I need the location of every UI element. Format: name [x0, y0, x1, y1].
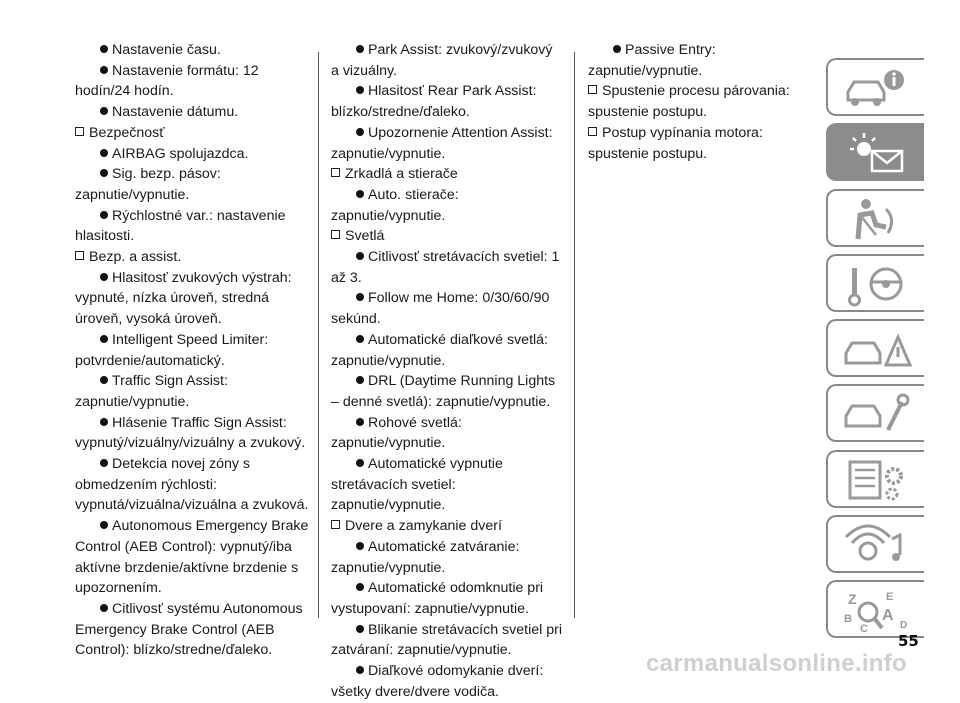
list-item-text: Citlivosť systému Autonomous Emergency Brake Control (AEB Control): blízko/stredne/ďaleko. [75, 600, 303, 659]
list-item-text: Nastavenie dátumu. [112, 104, 239, 121]
list-item-text: Blikanie stretávacích svetiel pri zatváraní: zapnutie/vypnutie. [331, 621, 562, 659]
list-item-text: Park Assist: zvukový/zvukový a vizuálny. [331, 42, 553, 79]
list-item [331, 288, 562, 329]
column-2 [331, 40, 562, 703]
round-bullet-icon [356, 190, 364, 198]
section-title: Bezpečnosť [89, 124, 165, 141]
section-title: Svetlá [345, 228, 385, 245]
menu-section [75, 247, 310, 661]
section-title: Spustenie procesu párovania: spustenie postupu. [588, 83, 790, 121]
svg-text:A: A [882, 607, 894, 625]
menu-section [331, 516, 562, 702]
column-divider-left [318, 52, 319, 618]
tab-warning-lights[interactable] [826, 123, 924, 181]
list-item-text: Hlasitosť zvukových výstrah: vypnuté, nízka úroveň, stredná úroveň, vysoká úroveň. [75, 269, 292, 328]
round-bullet-icon [356, 128, 364, 136]
list-item [331, 330, 562, 371]
list-item-text: Autonomous Emergency Brake Control (AEB Control): vypnutý/iba aktívne brzdenie/aktívne brzdenie s upozornením. [75, 518, 309, 597]
list-item [75, 61, 310, 102]
round-bullet-icon [356, 86, 364, 94]
round-bullet-icon [356, 418, 364, 426]
tab-emergency[interactable] [826, 319, 924, 377]
section-heading [331, 516, 562, 537]
list-item-text: Hlásenie Traffic Sign Assist: vypnutý/vizuálny/vizuálny a zvukový. [75, 414, 306, 452]
side-tabs [826, 58, 926, 646]
list-item [331, 661, 562, 702]
round-bullet-icon [100, 418, 108, 426]
list-item [331, 454, 562, 516]
round-bullet-icon [100, 273, 108, 281]
key-steering-wheel-icon [842, 260, 912, 310]
list-item-text: Rohové svetlá: zapnutie/vypnutie. [331, 414, 462, 452]
car-info-icon [842, 64, 912, 114]
list-item [75, 413, 310, 454]
list-item-text: DRL (Daytime Running Lights – denné svetlá): zapnutie/vypnutie. [331, 373, 556, 410]
round-bullet-icon [356, 335, 364, 343]
round-bullet-icon [356, 252, 364, 260]
list-item-text: Nastavenie času. [112, 42, 221, 58]
section-title: Postup vypínania motora: spustenie postupu. [588, 124, 763, 162]
round-bullet-icon [100, 66, 108, 74]
list-item [75, 164, 310, 205]
round-bullet-icon [100, 604, 108, 612]
round-bullet-icon [356, 45, 364, 53]
menu-section [588, 81, 816, 122]
section-title: Zrkadlá a stierače [345, 166, 458, 183]
square-bullet-icon [588, 85, 597, 94]
section-title: Bezp. a assist. [89, 249, 182, 266]
list-item [75, 102, 310, 123]
specs-gears-icon [842, 456, 912, 506]
list-item-text: Nastavenie formátu: 12 hodín/24 hodín. [75, 62, 259, 100]
svg-text:E: E [886, 591, 894, 604]
section-heading [588, 123, 816, 164]
list-item [75, 454, 310, 516]
square-bullet-icon [331, 230, 340, 239]
list-item-text: Automatické vypnutie stretávacích svetiel: zapnutie/vypnutie. [331, 456, 503, 514]
list-item-text: Follow me Home: 0/30/60/90 sekúnd. [331, 290, 550, 328]
round-bullet-icon [100, 459, 108, 467]
list-item-text: Sig. bezp. pásov: zapnutie/vypnutie. [75, 166, 221, 203]
menu-section [588, 123, 816, 164]
square-bullet-icon [75, 127, 84, 136]
list-item [331, 371, 562, 412]
list-item-text: Automatické odomknutie pri vystupovaní: zapnutie/vypnutie. [331, 580, 544, 617]
column-3 [588, 40, 816, 164]
seatbelt-airbag-icon [842, 195, 912, 245]
round-bullet-icon [356, 376, 364, 384]
tab-starting[interactable] [826, 254, 924, 312]
tab-maintenance[interactable] [826, 384, 924, 442]
square-bullet-icon [588, 127, 597, 136]
list-item [75, 268, 310, 330]
list-item-text: Auto. stierače: zapnutie/vypnutie. [331, 186, 459, 224]
round-bullet-icon [100, 335, 108, 343]
menu-section [75, 40, 310, 123]
list-item-text: Automatické zatváranie: zapnutie/vypnutie. [331, 538, 520, 576]
list-item-text: Automatické diaľkové svetlá: zapnutie/vypnutie. [331, 331, 548, 369]
tab-car-info[interactable] [826, 58, 924, 116]
list-item [75, 599, 310, 661]
square-bullet-icon [75, 251, 84, 260]
list-item [331, 247, 562, 288]
square-bullet-icon [331, 520, 340, 529]
round-bullet-icon [100, 211, 108, 219]
round-bullet-icon [100, 45, 108, 53]
menu-section [331, 226, 562, 516]
menu-section [588, 40, 816, 81]
list-item [75, 330, 310, 371]
round-bullet-icon [100, 107, 108, 115]
column-divider-right [574, 52, 575, 618]
round-bullet-icon [100, 521, 108, 529]
round-bullet-icon [356, 542, 364, 550]
round-bullet-icon [356, 625, 364, 633]
square-bullet-icon [331, 168, 340, 177]
tab-safety[interactable] [826, 189, 924, 247]
section-heading [588, 81, 816, 122]
round-bullet-icon [356, 293, 364, 301]
list-item [331, 620, 562, 661]
list-item [331, 578, 562, 619]
list-item [588, 40, 816, 81]
list-item [331, 81, 562, 122]
round-bullet-icon [613, 45, 621, 53]
list-item-text: Rýchlostné var.: nastavenie hlasitosti. [75, 207, 286, 245]
multimedia-icon [842, 521, 912, 571]
car-crash-warning-icon [842, 325, 912, 375]
section-heading [331, 164, 562, 185]
list-item-text: Diaľkové odomykanie dverí: všetky dvere/dvere vodiča. [331, 663, 544, 700]
column-1 [75, 40, 310, 661]
list-item [331, 123, 562, 164]
menu-section [331, 164, 562, 226]
round-bullet-icon [356, 666, 364, 674]
section-heading [75, 123, 310, 144]
list-item-text: Hlasitosť Rear Park Assist: blízko/stredne/ďaleko. [331, 83, 537, 121]
section-heading [75, 247, 310, 268]
svg-text:Z: Z [848, 591, 857, 608]
tab-index[interactable] [826, 580, 924, 638]
list-item-text: Citlivosť stretávacích svetiel: 1 až 3. [331, 249, 560, 286]
round-bullet-icon [356, 459, 364, 467]
list-item [331, 537, 562, 578]
tab-technical-data[interactable] [826, 450, 924, 508]
list-item-text: AIRBAG spolujazdca. [112, 145, 249, 162]
section-heading [331, 226, 562, 247]
round-bullet-icon [100, 376, 108, 384]
list-item [75, 40, 310, 61]
svg-text:C: C [860, 623, 868, 636]
menu-section [331, 40, 562, 164]
list-item [331, 185, 562, 226]
list-item [75, 144, 310, 165]
list-item [331, 413, 562, 454]
list-item [75, 516, 310, 599]
warning-light-message-icon [842, 129, 912, 179]
round-bullet-icon [356, 583, 364, 591]
watermark: carmanualsonline.info [646, 650, 908, 677]
list-item [331, 40, 562, 81]
list-item-text: Upozornenie Attention Assist: zapnutie/vypnutie. [331, 124, 553, 162]
menu-section [75, 123, 310, 247]
car-service-wrench-icon [842, 390, 912, 440]
svg-text:D: D [900, 620, 908, 632]
list-item [75, 206, 310, 247]
round-bullet-icon [100, 169, 108, 177]
alphabetical-index-icon [842, 586, 912, 636]
list-item-text: Detekcia novej zóny s obmedzením rýchlosti: vypnutá/vizuálna/vizuálna a zvuková. [75, 456, 309, 514]
tab-multimedia[interactable] [826, 515, 924, 573]
section-title: Dvere a zamykanie dverí [345, 518, 502, 535]
svg-text:B: B [844, 613, 852, 626]
list-item-text: Traffic Sign Assist: zapnutie/vypnutie. [75, 373, 228, 410]
list-item [75, 371, 310, 412]
page-number: 55 [898, 632, 919, 650]
round-bullet-icon [100, 149, 108, 157]
list-item-text: Intelligent Speed Limiter: potvrdenie/automatický. [75, 331, 269, 369]
list-item-text: Passive Entry: zapnutie/vypnutie. [588, 42, 716, 79]
